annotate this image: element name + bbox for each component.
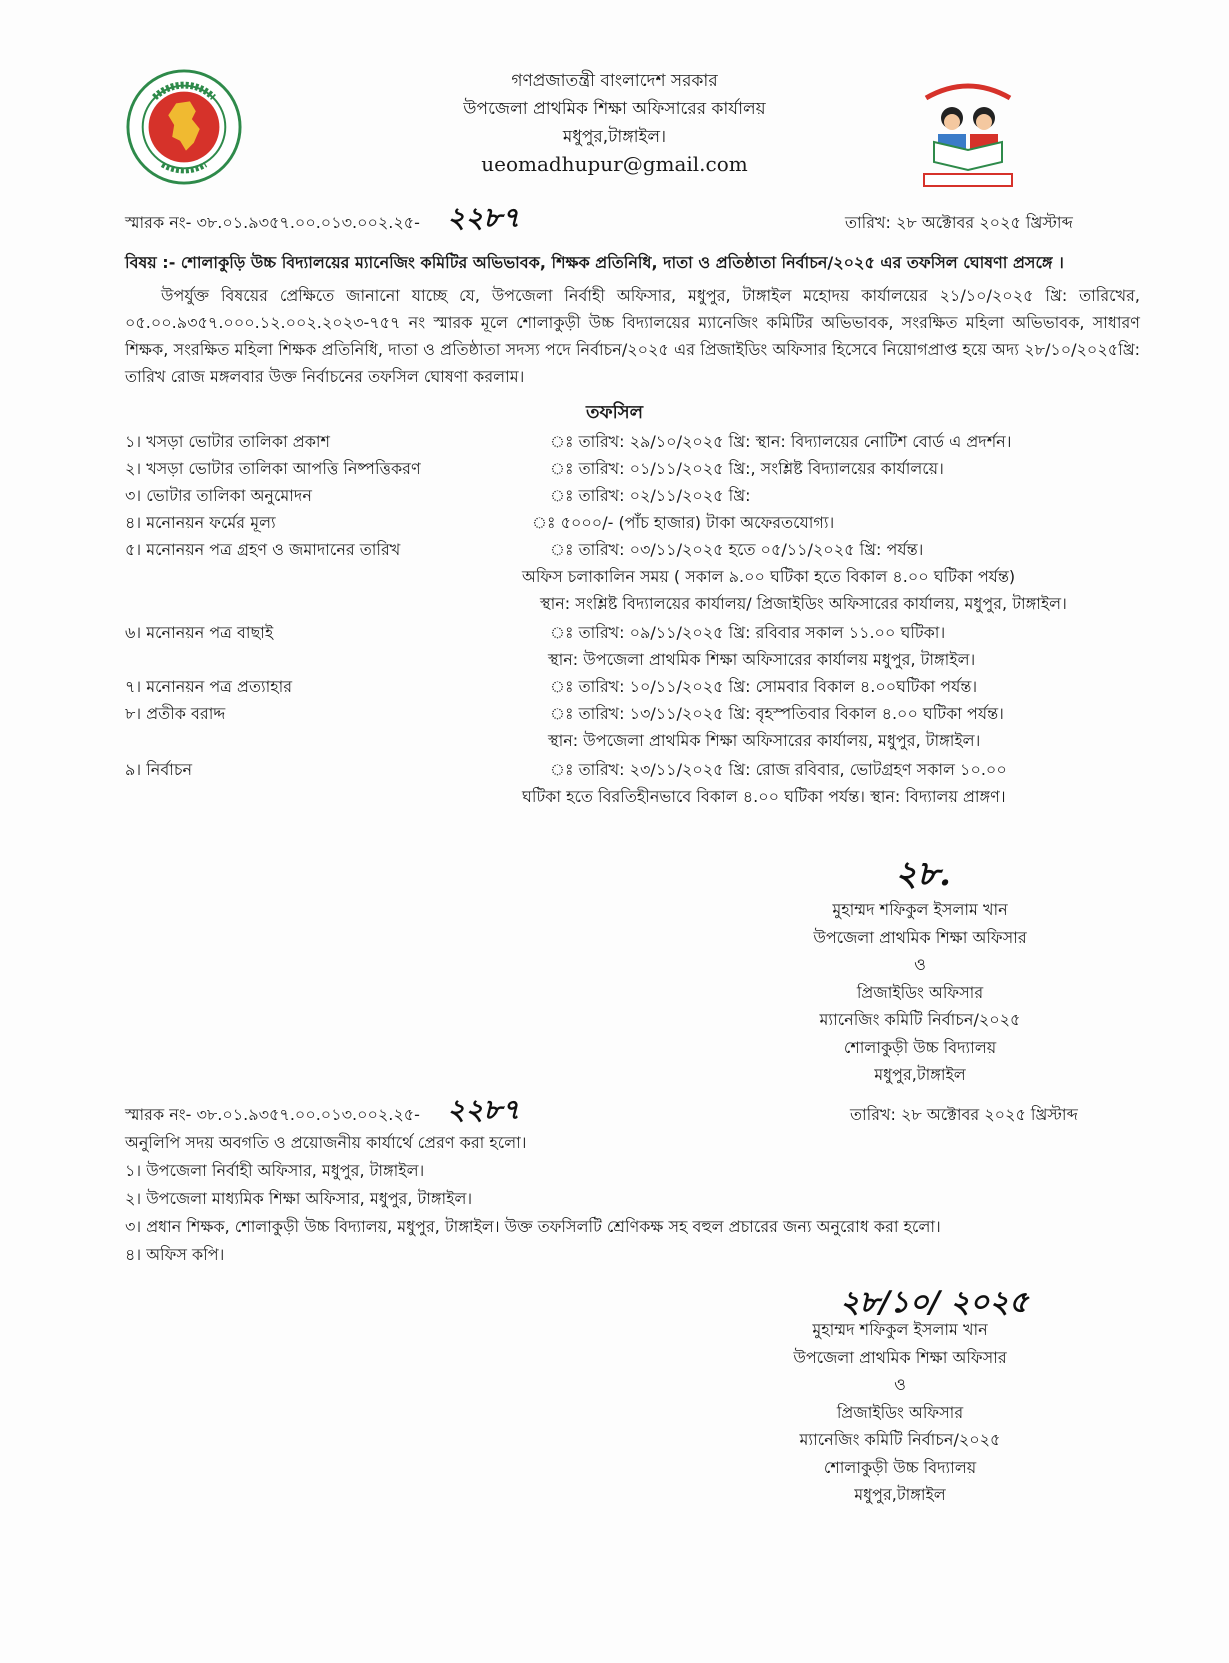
memo-date: তারিখ: ২৮ অক্টোবর ২০২৫ খ্রিস্টাব্দ <box>850 1105 1078 1124</box>
signatory-location: মধুপুর,টাঙ্গাইল <box>854 1485 946 1504</box>
copy-item: ২। উপজেলা মাধ্যমিক শিক্ষা অফিসার, মধুপুর, টাঙ্গাইল। <box>125 1189 473 1208</box>
signatory-school: শোলাকুড়ী উচ্চ বিদ্যালয় <box>823 1457 977 1477</box>
letter-subject: বিষয় :- শোলাকুড়ি উচ্চ বিদ্যালয়ের ম্যানেজিং কমিটির অভিভাবক, শিক্ষক প্রতিনিধি, দাতা ও প্রতিষ্ঠাতা নির্বাচন/২০২৫ এর তফসিল ঘোষণা প্রসঙ্গে । <box>125 253 1064 272</box>
schedule-item-label: ৪। মনোনয়ন ফর্মের মূল্য <box>125 513 276 532</box>
memo-handwritten-number: ২২৮৭ <box>447 1093 520 1126</box>
schedule-item-value: ঃ তারিখ: ২৩/১১/২০২৫ খ্রি: রোজ রবিবার, ভোটগ্রহণ সকাল ১০.০০ <box>550 760 1007 779</box>
copy-item: ৩। প্রধান শিক্ষক, শোলাকুড়ী উচ্চ বিদ্যালয়, মধুপুর, টাঙ্গাইল। উক্ত তফসিলটি শ্রেণিকক্ষ সহ বহুল প্রচারের জন্য অনুরোধ করা হলো। <box>125 1217 941 1236</box>
signatory-conjunction: ও <box>914 955 926 974</box>
signatory-designation: উপজেলা প্রাথমিক শিক্ষা অফিসার <box>813 927 1027 947</box>
schedule-item-value: ঘটিকা হতে বিরতিহীনভাবে বিকাল ৪.০০ ঘটিকা পর্যন্ত। স্থান: বিদ্যালয় প্রাঙ্গণ। <box>522 787 1006 806</box>
copy-item: ১। উপজেলা নির্বাহী অফিসার, মধুপুর, টাঙ্গাইল। <box>125 1161 425 1180</box>
header-office-name: উপজেলা প্রাথমিক শিক্ষা অফিসারের কার্যালয় <box>463 99 766 119</box>
signatory-committee: ম্যানেজিং কমিটি নির্বাচন/২০২৫ <box>799 1430 1001 1449</box>
signature-block <box>740 896 1100 1089</box>
memo-handwritten-number: ২২৮৭ <box>447 201 520 234</box>
schedule-item-value: স্থান: উপজেলা প্রাথমিক শিক্ষা অফিসারের কার্যালয় মধুপুর, টাঙ্গাইল। <box>548 650 976 669</box>
signatory-location: মধুপুর,টাঙ্গাইল <box>874 1065 966 1084</box>
schedule-item-value: অফিস চলাকালিন সময় ( সকাল ৯.০০ ঘটিকা হতে বিকাল ৪.০০ ঘটিকা পর্যন্ত) <box>522 567 1016 586</box>
signatory-committee: ম্যানেজিং কমিটি নির্বাচন/২০২৫ <box>819 1010 1021 1029</box>
schedule-item-label: ৬। মনোনয়ন পত্র বাছাই <box>125 623 274 642</box>
copy-item: ৪। অফিস কপি। <box>125 1245 225 1264</box>
signature-mark: ২৮. <box>895 854 952 894</box>
signatory-name: মুহাম্মদ শফিকুল ইসলাম খান <box>832 900 1008 919</box>
schedule-item-value: ঃ ৫০০০/- (পাঁচ হাজার) টাকা অফেরতযোগ্য। <box>532 513 835 532</box>
signatory-designation: উপজেলা প্রাথমিক শিক্ষা অফিসার <box>793 1347 1007 1367</box>
letter-body <box>125 282 1140 390</box>
schedule-item-value: ঃ তারিখ: ২৯/১০/২০২৫ খ্রি: স্থান: বিদ্যালয়ের নোটিশ বোর্ড এ প্রদর্শন। <box>550 432 1012 451</box>
signatory-name: মুহাম্মদ শফিকুল ইসলাম খান <box>812 1320 988 1339</box>
signatory-role: প্রিজাইডিং অফিসার <box>856 982 984 1002</box>
signature-mark: ২৮/১০/ ২০২৫ <box>840 1285 1029 1320</box>
memo-number: স্মারক নং- ৩৮.০১.৯৩৫৭.০০.০১৩.০০২.২৫- <box>125 1105 420 1124</box>
memo-date: তারিখ: ২৮ অক্টোবর ২০২৫ খ্রিস্টাব্দ <box>845 213 1073 232</box>
schedule-item-value: ঃ তারিখ: ০১/১১/২০২৫ খ্রি:, সংশ্লিষ্ট বিদ্যালয়ের কার্যালয়ে। <box>550 459 944 478</box>
schedule-item-value: স্থান: সংশ্লিষ্ট বিদ্যালয়ের কার্যালয়/ প্রিজাইডিং অফিসারের কার্যালয়, মধুপুর, টাঙ্গাইল। <box>540 594 1067 613</box>
primary-education-logo-icon <box>918 78 1018 190</box>
signatory-school: শোলাকুড়ী উচ্চ বিদ্যালয় <box>843 1037 997 1057</box>
header-location: মধুপুর,টাঙ্গাইল। <box>562 127 667 147</box>
schedule-item-label: ২। খসড়া ভোটার তালিকা আপত্তি নিষ্পত্তিকরণ <box>125 459 421 478</box>
schedule-item-label: ৩। ভোটার তালিকা অনুমোদন <box>125 486 312 505</box>
schedule-title: তফসিল <box>585 402 644 423</box>
schedule-item-value: ঃ তারিখ: ০৩/১১/২০২৫ হতে ০৫/১১/২০২৫ খ্রি: পর্যন্ত। <box>550 540 924 559</box>
schedule-item-label: ৫। মনোনয়ন পত্র গ্রহণ ও জমাদানের তারিখ <box>125 540 401 559</box>
signature-block <box>720 1316 1080 1509</box>
schedule-item-value: ঃ তারিখ: ০৯/১১/২০২৫ খ্রি: রবিবার সকাল ১১.০০ ঘটিকা। <box>550 623 946 642</box>
signatory-conjunction: ও <box>894 1375 906 1394</box>
header-email: ueomadhupur@gmail.com <box>481 152 748 176</box>
letter-body-text: উপর্যুক্ত বিষয়ের প্রেক্ষিতে জানানো যাচ্ছে যে, উপজেলা নির্বাহী অফিসার, মধুপুর, টাঙ্গাইল মহোদয় কার্যালয়ের ২১/১০/২০২৫ খ্রি: তারিখের, ০৫.০০.৯৩৫৭.০০০.১২.০০২.২০২৩-৭৫৭ নং স্মারক মূলে শোলাকুড়ী উচ্চ বিদ্যালয়ের ম্যানেজিং কমিটির অভিভাবক, সংরক্ষিত মহিলা অভিভাবক, সাধারণ শিক্ষক, সংরক্ষিত মহিলা শিক্ষক প্রতিনিধি, দাতা ও প্রতিষ্ঠাতা সদস্য পদে নির্বাচন/২০২৫ এর প্রিজাইডিং অফিসার হিসেবে নিয়োগপ্রাপ্ত হয়ে অদ্য ২৮/১০/২০২৫খ্রি: তারিখ রোজ মঙ্গলবার উক্ত নির্বাচনের তফসিল ঘোষণা করলাম। <box>125 286 1140 386</box>
schedule-item-value: ঃ তারিখ: ০২/১১/২০২৫ খ্রি: <box>550 486 751 505</box>
header-government-name: গণপ্রজাতন্ত্রী বাংলাদেশ সরকার <box>511 71 718 91</box>
schedule-item-value: ঃ তারিখ: ১০/১১/২০২৫ খ্রি: সোমবার বিকাল ৪.০০ঘটিকা পর্যন্ত। <box>550 677 978 696</box>
memo-number: স্মারক নং- ৩৮.০১.৯৩৫৭.০০.০১৩.০০২.২৫- <box>125 213 420 232</box>
copy-intro: অনুলিপি সদয় অবগতি ও প্রয়োজনীয় কার্যার্থে প্রেরণ করা হলো। <box>125 1133 527 1152</box>
schedule-item-label: ৯। নির্বাচন <box>125 760 193 779</box>
schedule-item-value: স্থান: উপজেলা প্রাথমিক শিক্ষা অফিসারের কার্যালয়, মধুপুর, টাঙ্গাইল। <box>548 731 981 750</box>
schedule-item-label: ৭। মনোনয়ন পত্র প্রত্যাহার <box>125 677 293 696</box>
schedule-item-label: ১। খসড়া ভোটার তালিকা প্রকাশ <box>125 432 331 451</box>
signatory-role: প্রিজাইডিং অফিসার <box>836 1402 964 1422</box>
schedule-item-label: ৮। প্রতীক বরাদ্দ <box>125 704 226 723</box>
schedule-item-value: ঃ তারিখ: ১৩/১১/২০২৫ খ্রি: বৃহস্পতিবার বিকাল ৪.০০ ঘটিকা পর্যন্ত। <box>550 704 1004 723</box>
